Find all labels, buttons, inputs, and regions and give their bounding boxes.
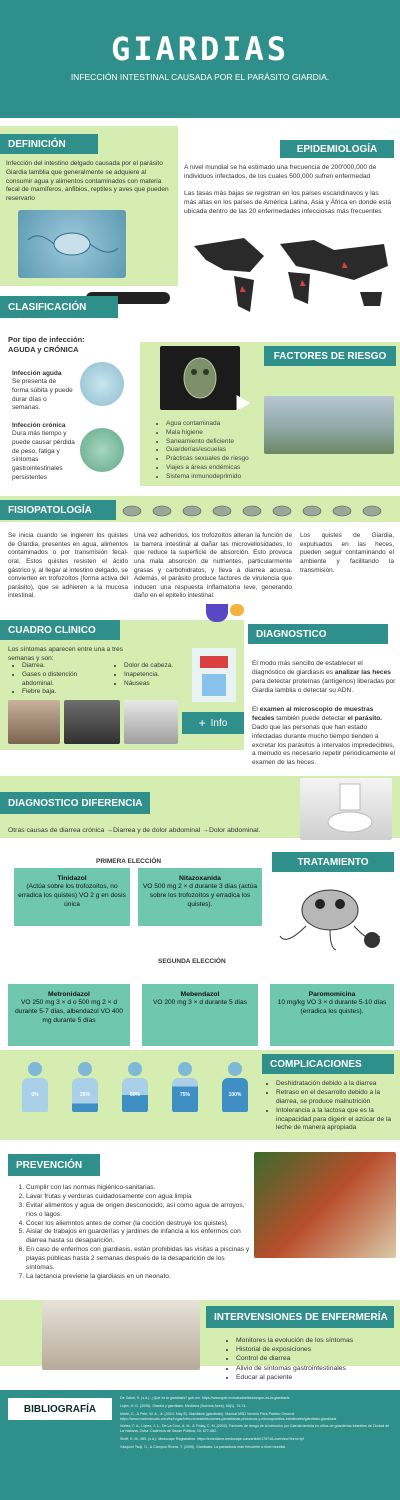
complicaciones-list (264, 1080, 396, 1133)
list-item: 1. Cumplir con las normas higiénico-sanitarias. (26, 1184, 254, 1193)
doctors-image (42, 1300, 200, 1370)
cronica-title: Infección crónica (12, 422, 66, 429)
paromomicina-desc: 10 mg/kg VO 3 × d durante 5-10 días (erradica los quistes). (277, 999, 387, 1016)
list-item: • Prácticas sexuales de riesgo (166, 455, 264, 464)
segunda-label: SEGUNDA ELECCIÓN (158, 958, 226, 965)
reference: Núñez, F. A., López, J. L., De La Cruz, A. M., & Finlay, C. M. (2003). Factores de riesgo de la infección por Giardia lamblia en niños de guarderías infantiles de Ciudad de La Habana, Cuba. Cadernos de Saúde Pública, 19, 677-682. (120, 1424, 390, 1434)
epidemiologia-heading: EPIDEMIOLOGÍA (280, 140, 394, 158)
people-chart (22, 1062, 260, 1130)
list-item: 5. Aislar de trabajos en guarderías y jardines de infancia a los enfermos con diarrea hasta su desaparición. (26, 1228, 254, 1246)
list-item: • Educar al paciente (236, 1373, 394, 1382)
list-item: • Control de diarrea (236, 1354, 394, 1363)
metronidazol-title: Metronidazol (48, 991, 90, 998)
parasite-icon (18, 210, 126, 278)
trophozoite-image (160, 346, 240, 410)
tratamiento-heading: TRATAMIENTO (272, 852, 394, 872)
list-item: • Retraso en el desarrollo debido a la diarrea, se produce malnutrición (276, 1089, 396, 1107)
list-item: 7. La lactancia previene la giardiasis en un neonato. (26, 1273, 254, 1282)
mebendazol-desc: VO 200 mg 3 × d durante 5 días (152, 999, 248, 1007)
list-item: • Diarrea. (22, 662, 102, 671)
diagnostico-p2-b: examen al microscopio de muestras fecales (252, 706, 374, 722)
world-map-icon (184, 226, 394, 322)
bibliografia-heading: BIBLIOGRAFÍA (8, 1398, 112, 1420)
complicaciones-heading: COMPLICACIONES (262, 1054, 394, 1074)
diferencial-text: Otras causas de diarrea crónica →Diarrea y de dolor abdominal →Dolor abdominal. (8, 827, 261, 834)
person-4 (222, 1062, 248, 1112)
enfermeria-heading: INTERVENSIONES DE ENFERMERÍA (206, 1306, 394, 1328)
list-item: • Gases o distención abdominal. (22, 671, 102, 689)
tinidazol-title: Tinidazol (57, 875, 87, 882)
tinidazol-card (14, 868, 130, 926)
primera-label: PRIMERA ELECCIÓN (96, 858, 162, 865)
person-0-label: 0% (22, 1078, 48, 1112)
list-item: 2. Lavar frutas y verduras cuidadosamente con agua limpia (26, 1193, 254, 1202)
mebendazol-card (142, 984, 258, 1046)
fisiopatologia-col1: Se inicia cuando se ingieren los quistes de Giardia, presentes en agua, alimentos contaminados o por transmisión fecal-oral. Estos quistes resisten el ácido gástrico y, al llegar al intestino delgado, se convierten en trofozoítos (forma activa del parásito), que se adhieren a la mucosa intestinal. (8, 532, 128, 600)
giardia-drawing (276, 876, 388, 952)
list-item: 3. Evitar alimentos y agua de origen desconocido, así como agua de arroyos, ríos o lagos. (26, 1202, 254, 1220)
enfermeria-list (224, 1336, 394, 1382)
test-tube-icon (186, 628, 242, 708)
person-3-label: 75% (172, 1078, 198, 1112)
aguda-title: Infección aguda (12, 370, 62, 377)
paromomicina-card (270, 984, 394, 1046)
info-button-label: Info (210, 717, 228, 729)
list-item: • Inapetencia. (124, 671, 202, 680)
parasite-row-icon (118, 498, 400, 524)
metronidazol-desc: VO 250 mg 3 × d o 500 mg 2 × d durante 5-7 días, albendazol VO 400 mg durante 5 días (15, 999, 123, 1024)
plus-icon: + (198, 716, 206, 730)
nitazoxanida-title: Nitazoxanida (179, 875, 221, 882)
list-item: • Saneamiento deficiente (166, 438, 264, 447)
cuadro-list-1 (10, 662, 102, 697)
person-2-label: 50% (122, 1078, 148, 1112)
diagnostico-p2 (252, 706, 396, 768)
diagnostico-p2-a: El (252, 706, 260, 713)
diagnostico-p2-c: también puede detectar (274, 714, 348, 722)
aguda-parasite-image (80, 362, 124, 406)
footer-band (0, 1470, 400, 1500)
giardia-icon (276, 876, 388, 952)
clasificacion-heading: CLASIFICACIÓN (0, 296, 118, 318)
list-item: • Viajes a áreas endémicas (166, 464, 264, 473)
cuadro-heading: CUADRO CLINICO (0, 620, 120, 640)
list-item: • Dolor de cabeza. (124, 662, 202, 671)
parasite-row-image (118, 498, 400, 524)
clasificacion-subheading: Por tipo de infección: AGUDA y CRÓNICA (8, 335, 85, 354)
diagnostic-kit-image (186, 628, 242, 708)
nitazoxanida-card (138, 868, 262, 926)
toilet-image (300, 778, 392, 840)
mebendazol-title: Mebendazol (180, 991, 220, 998)
diagnostico-p1-c: para detectar proteínas (antígenos) liberadas por Giardia lamblia o detectar su ADN. (252, 677, 396, 694)
person-1 (72, 1062, 98, 1112)
list-item: • Náuseas (124, 680, 202, 689)
factores-heading: FACTORES DE RIESGO (264, 346, 396, 366)
fisiopatologia-heading: FISIOPATOLOGÍA (0, 500, 116, 520)
definicion-heading: DEFINICIÓN (0, 134, 98, 154)
factores-list (154, 420, 264, 481)
diferencial-heading: DIAGNOSTICO DIFERENCIA (0, 792, 150, 814)
cronica-parasite-image (80, 428, 124, 472)
diagnostico-p2-e: Dado que las personas que han estado infectadas durante mucho tiempo tienden a excretar los parásitos a intervalos impredecibles, a menudo es necesario repetir periódicamente el examen de las heces. (252, 723, 395, 767)
diagnostico-p2-d: el parásito. (347, 714, 383, 722)
definicion-text: Infección del intestino delgado causada por el parásito Giardia lamblia que generalmente se adquiere al consumir agua y alimentos contaminados con materia fecal de mamíferos, anfibios, reptiles y aves que pueden reservarlo (6, 160, 169, 203)
list-item: • Deshidratación debido a la diarrea (276, 1080, 396, 1089)
list-item: • Sistema inmunodeprimido (166, 473, 264, 482)
page-subtitle: INFECCIÓN INTESTINAL CAUSADA POR EL PARÁSITO GIARDIA. (70, 72, 330, 82)
symptom-photo-2 (64, 700, 120, 744)
epidemiologia-p2: Las tasas más bajas se registran en los países escandinavos y las más altas en los países de América Latina, Asia y África en donde está ubicada dentro de las 20 enfermedades infecciosas más frecuentes (184, 190, 392, 215)
prevencion-heading: PREVENCIÓN (8, 1154, 100, 1176)
washing-vegetables-image (254, 1152, 396, 1258)
cronica-text: Dura más tiempo y puede causar pérdida de peso, fatiga y síntomas gastrointestinales persistentes (12, 430, 75, 481)
metronidazol-card (8, 984, 130, 1046)
reference: Smiff, E. M., MD. (s.d.). Medscape Registration. https://emedicine.medscape.com/article/176718-overview?form=fpf (120, 1437, 304, 1442)
toilet-icon (300, 778, 392, 840)
fisiopatologia-col3: Los quistes de Giardia, expulsados en las heces, pueden seguir contaminando el ambiente y facilitando la transmisión. (300, 532, 394, 574)
pill-icon (230, 604, 244, 616)
diagnostico-p1 (252, 660, 396, 696)
reference: De Salud, S. (s.d.). ¿Qué es la giardiasis? gob.mx. https://www.gob.mx/salud/articulos/que-es-la-giardiasis (120, 1396, 290, 1400)
tinidazol-desc: (Actúa sobre los trofozoítos, no erradica los quistes) VO 2 g en dosis única (18, 883, 126, 908)
nitazoxanida-desc: VO 500 mg 2 × d durante 3 días (actúa sobre los trofozoítos y erradica los quistes). (142, 883, 258, 908)
paromomicina-title: Paromomicina (308, 991, 356, 998)
epidemiologia-p1: A nivel mundial se ha estimado una frecuencia de 200'000,000 de individuos infectados, de los cuales 500,000 sufren enfermedad (184, 164, 377, 180)
flask-icon (206, 604, 228, 622)
list-item: • Alivio de síntomas gastrointestinales (236, 1364, 394, 1373)
bibliografia-refs (120, 1396, 394, 1450)
person-0 (22, 1062, 48, 1112)
symptom-photo-1 (8, 700, 60, 744)
list-item: • Monitores la evolución de los síntomas (236, 1336, 394, 1345)
person-1-label: 25% (72, 1078, 98, 1112)
cuadro-intro: Los síntomas aparecen entre una a tres semanas y son: (8, 646, 123, 662)
diagnostico-p1-a: El modo más sencillo de establecer el diagnóstico de giardiasis es (252, 660, 363, 676)
reference: Marie, C., & Petri, W. A., Jr. (2024, May 8). Giardiasis (giardiosis). Manual MSD Versión Para Público General. https://www.msdmanuals.com/es/hogar/infecciones/infecciones-parasitarias-protozoos-y-microsporidios-intestinales/giardiasis-giardiosis (120, 1411, 337, 1421)
trophozoite-icon (160, 346, 240, 410)
person-2 (122, 1062, 148, 1112)
list-item: • Guarderías/escuelas (166, 446, 264, 455)
list-item: • Mala higiene (166, 429, 264, 438)
reference: Vázquez Tsuji, O., & Campos Rivera, T. (2009). Giardiasis. La parasitosis más frecuente a nivel mundial. (120, 1444, 287, 1449)
page-title: GIARDIAS (110, 30, 290, 68)
diagnostico-p1-b: analizar las heces (334, 668, 391, 676)
prevencion-list (18, 1184, 254, 1282)
giardia-microscope-image (18, 210, 126, 278)
person-3 (172, 1062, 198, 1112)
list-item: • Agua contaminada (166, 420, 264, 429)
fisiopatologia-col2: Una vez adheridos, los trofozoítos alteran la función de la barrera intestinal al dañar las microvellosidades, lo que reduce la superficie de absorción. Esto provoca una mala absorción de nutrientes, particularmente grasas y carbohidratos, y lleva a diarrea acuosa. Además, el parásito produce factores de virulencia que inducen una respuesta inflamatoria leve, generando daño en el epitelio intestinal. (134, 532, 292, 600)
person-4-label: 100% (222, 1078, 248, 1112)
symptom-photo-3 (124, 700, 178, 744)
reference: Luján, H. D. (2006). Giardia y giardiasis. Medicina (Buenos Aires), 66(1), 70-74. (120, 1403, 247, 1408)
list-item: 4. Cocer los aliemntos antes de comer (la cocción destruye los quistes). (26, 1220, 254, 1229)
list-item: 6. En caso de enfermos con giardiasis, están prohibidas las visitas a piscinas y playas públicas hasta 2 semanas después de la desaparición de los síntomas. (26, 1246, 254, 1273)
world-map-image (184, 226, 394, 322)
info-button[interactable] (182, 712, 244, 734)
list-item: • Historial de exposiciones (236, 1345, 394, 1354)
list-item: • Fiebre baja. (22, 688, 102, 697)
river-image (264, 396, 394, 454)
diagnostico-heading: DIAGNOSTICO (248, 624, 388, 644)
list-item: • Intolerancia a la lactosa que es la incapacidad para digerir el azúcar de la leche de manera apropiada (276, 1107, 396, 1134)
aguda-text: Se presenta de forma súbita y puede durar días o semanas. (12, 378, 73, 412)
